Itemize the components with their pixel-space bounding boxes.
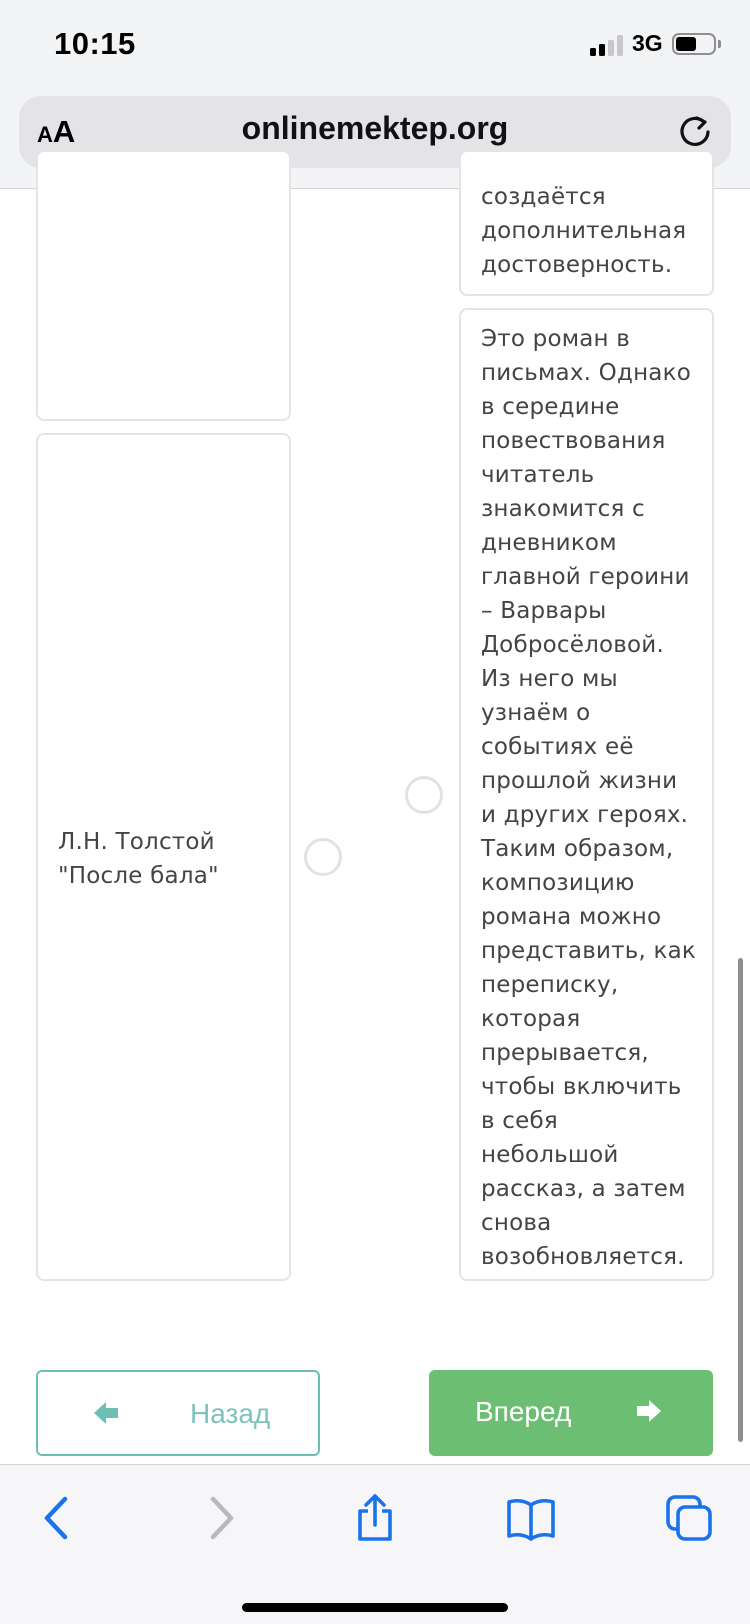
right-card-novel[interactable] [459,308,714,1281]
battery-cap [718,40,721,48]
scroll-indicator [738,958,743,1442]
cellular-signal-icon [590,34,624,56]
back-button-label: Назад [190,1398,271,1429]
url-text[interactable]: onlinemektep.org [241,110,509,146]
share-icon[interactable] [350,1493,400,1543]
forward-icon[interactable] [194,1493,244,1543]
back-button[interactable] [36,1370,320,1456]
right-card-top-text: создаётся дополнительная достоверность. [481,184,687,278]
battery-level [676,37,696,51]
network-type: 3G [632,30,663,56]
left-match-radio[interactable] [304,838,342,876]
arrow-right-icon [633,1395,665,1427]
left-card-tolstoy-text: Л.Н. Толстой "После бала" [58,829,219,889]
forward-button-label: Вперед [475,1396,572,1427]
battery-icon [672,33,716,55]
bottom-toolbar [0,1464,750,1624]
bookmarks-icon[interactable] [506,1493,556,1543]
back-icon[interactable] [34,1493,84,1543]
status-time: 10:15 [54,26,136,61]
left-card-top[interactable] [36,150,291,421]
arrow-left-icon [90,1397,122,1429]
reader-small-a: A [37,122,53,147]
right-match-radio[interactable] [405,776,443,814]
left-card-tolstoy[interactable] [36,433,291,1281]
home-indicator [242,1603,508,1612]
tabs-icon[interactable] [664,1493,714,1543]
reload-icon[interactable] [675,112,715,152]
reader-big-a: A [52,114,76,149]
right-card-top[interactable] [459,150,714,296]
forward-button[interactable] [429,1370,713,1456]
right-card-novel-text: Это роман в письмах. Однако в середине повествования читатель знакомится с дневником главной героини – Варвары Добросёловой. Из него мы узнаём о событиях её прошлой жизни и других героях. Таким образом, композицию романа можно представить, как переписку, которая прерывается, чтобы включить в себя небольшой рассказ, а затем снова возобновляется. [481,326,696,1270]
